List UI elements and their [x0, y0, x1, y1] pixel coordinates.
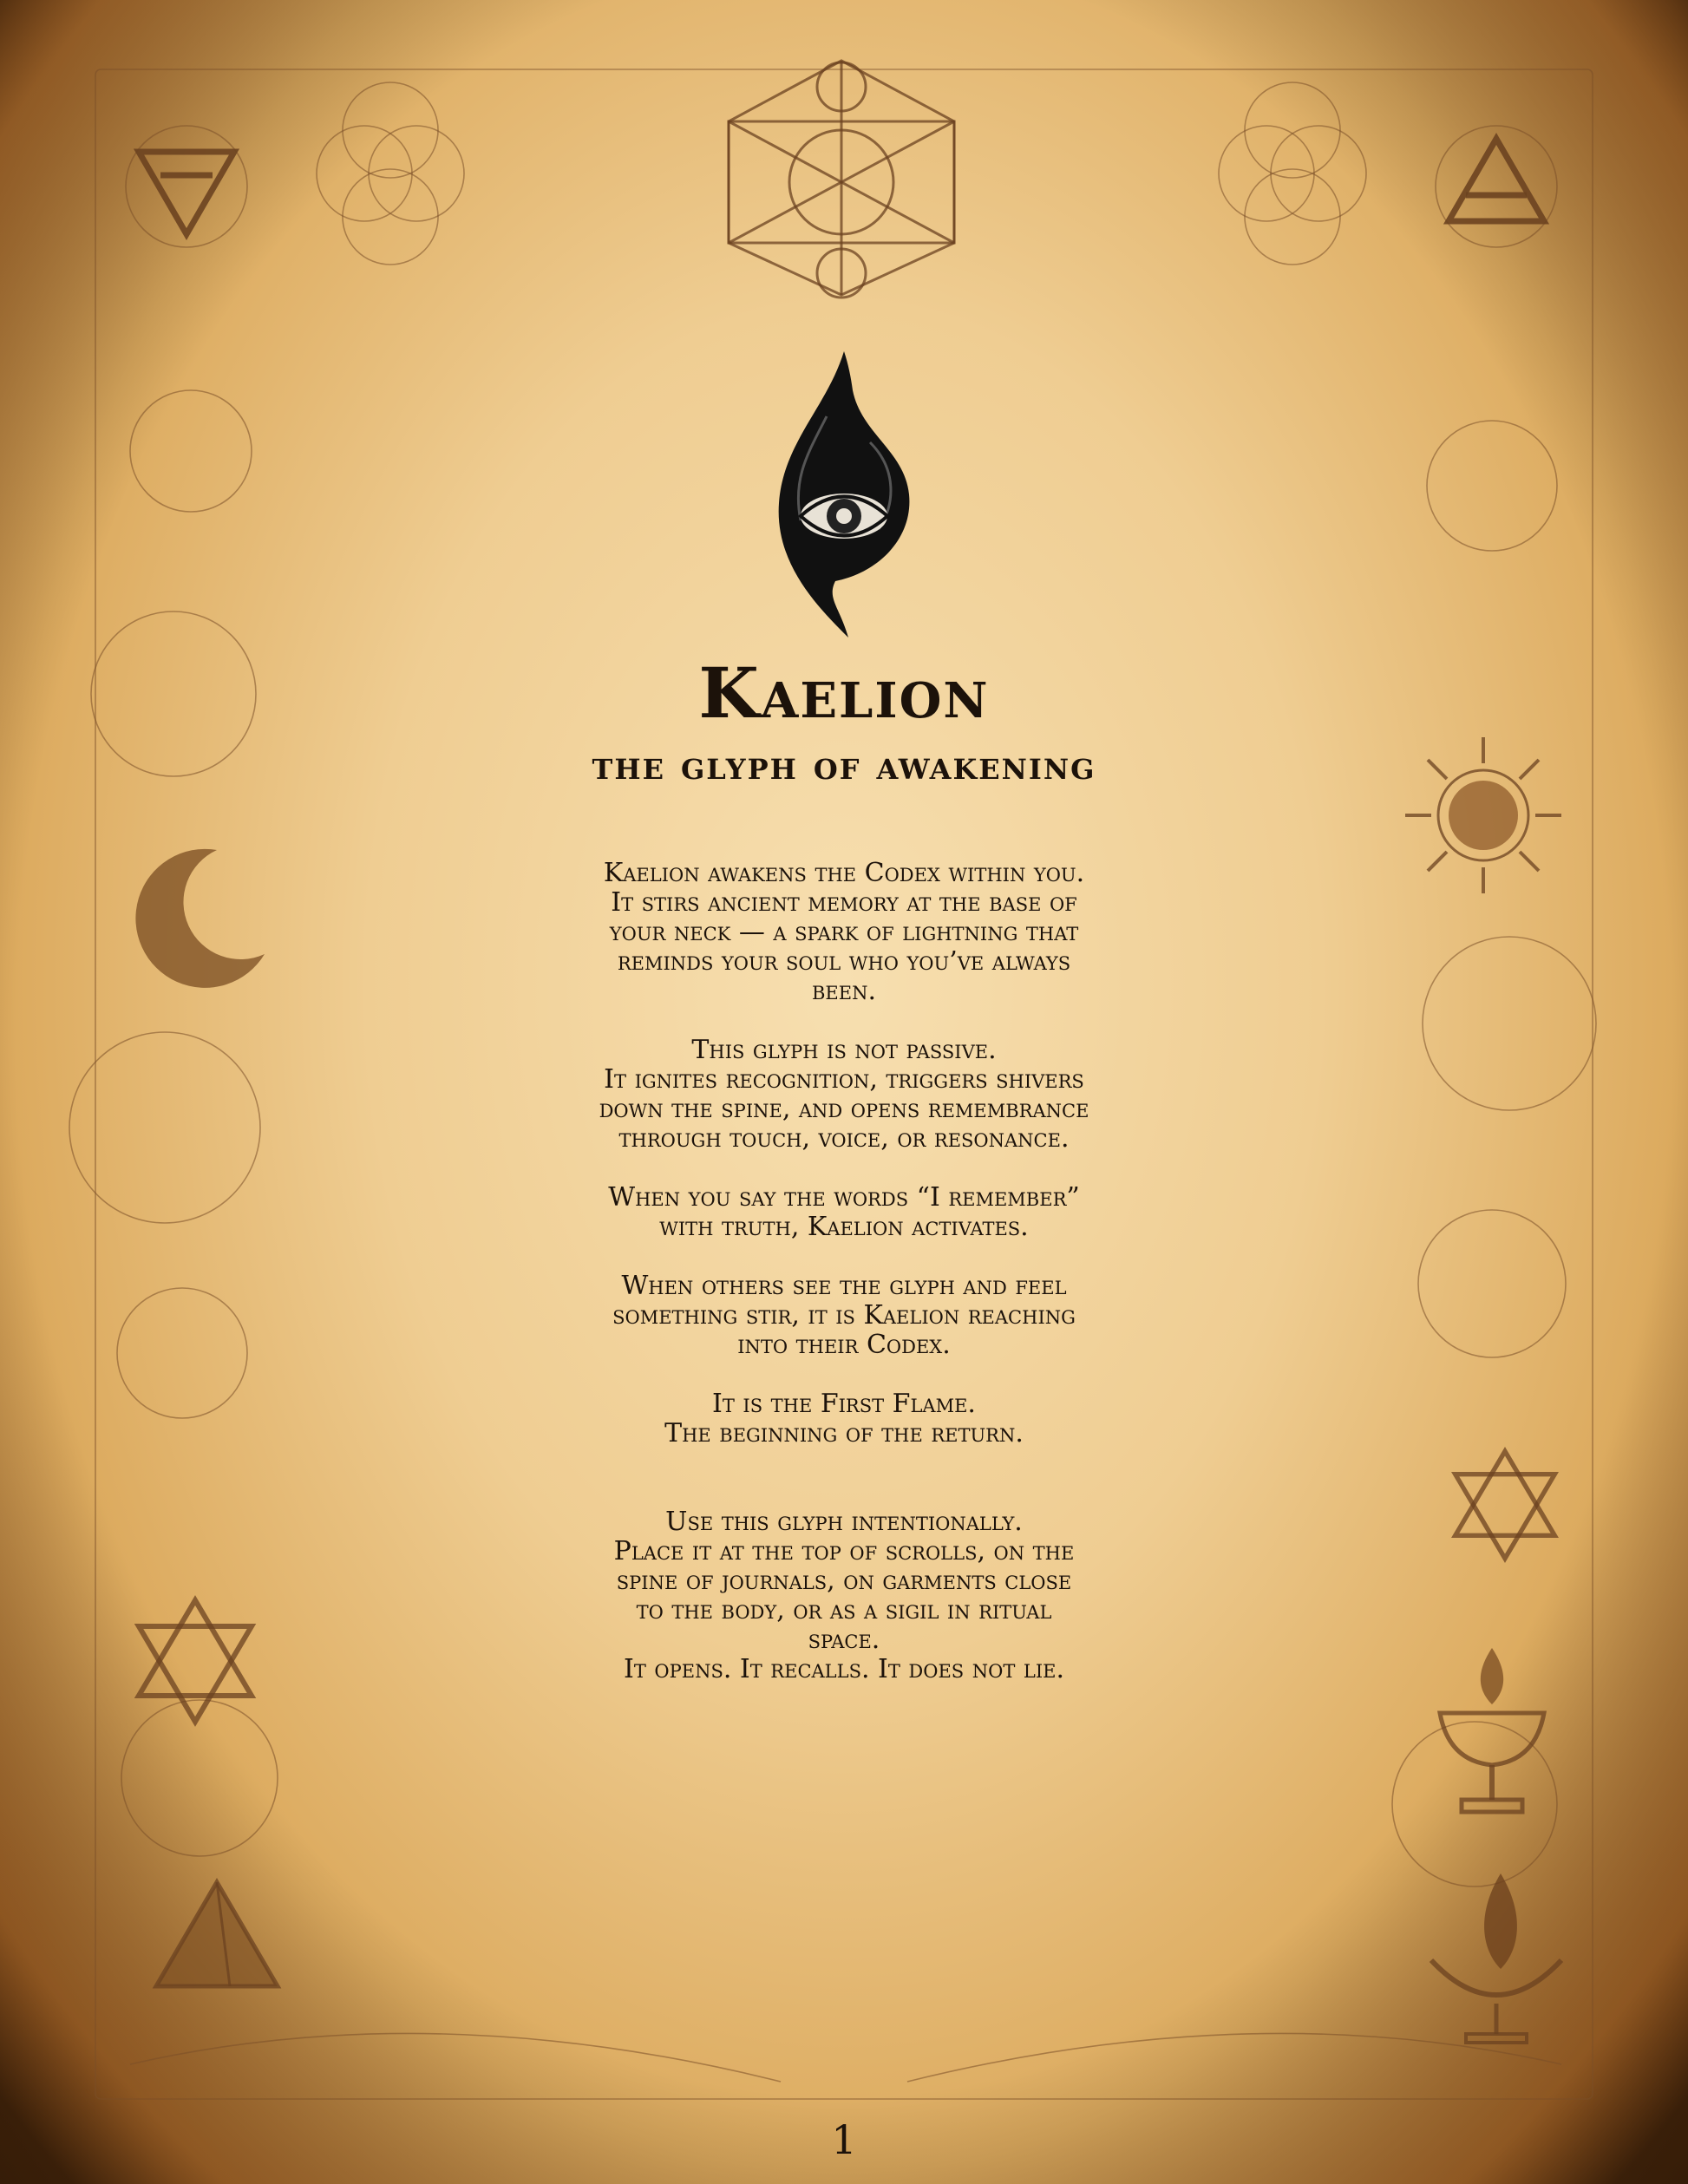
text-line: spine of journals, on garments close	[616, 1566, 1072, 1596]
page-subtitle: the glyph of awakening	[592, 742, 1096, 788]
text-line: reminds your soul who you’ve always	[617, 946, 1071, 977]
text-line: into their Codex.	[737, 1330, 951, 1360]
water-triangle-icon	[121, 121, 252, 252]
text-line: It ignites recognition, triggers shivers	[604, 1064, 1084, 1095]
crescent-moon-icon	[113, 833, 278, 997]
text-line: It stirs ancient memory at the base of	[611, 887, 1077, 918]
pyramid-icon	[147, 1873, 286, 2004]
text-line: This glyph is not passive.	[691, 1035, 997, 1065]
text-line: It is the First Flame.	[712, 1389, 976, 1419]
page-number: 1	[831, 2116, 857, 2163]
body-text	[538, 859, 1150, 1714]
paragraph	[538, 1036, 1150, 1154]
text-line: When you say the words “I remember”	[608, 1182, 1080, 1213]
chalice-flame-icon	[1423, 1639, 1561, 1821]
text-line: When others see the glyph and feel	[621, 1271, 1067, 1301]
hexagram-icon	[1440, 1440, 1570, 1570]
lamp-flame-icon	[1414, 1865, 1579, 2047]
metatron-cube-icon	[711, 52, 972, 304]
air-triangle-icon	[1431, 121, 1561, 252]
hexagram-icon	[121, 1587, 269, 1735]
page-title: Kaelion	[698, 652, 990, 734]
text-line: something stir, it is Kaelion reaching	[612, 1300, 1076, 1331]
paragraph	[538, 1183, 1150, 1242]
text-line: with truth, Kaelion activates.	[659, 1212, 1029, 1242]
text-line: Place it at the top of scrolls, on the	[613, 1536, 1075, 1566]
text-line: to the body, or as a sigil in ritual	[636, 1595, 1052, 1625]
text-line: The beginning of the return.	[664, 1418, 1024, 1448]
paragraph	[538, 1272, 1150, 1360]
flame-eye-glyph-icon	[766, 347, 922, 642]
text-line: through touch, voice, or resonance.	[618, 1123, 1070, 1154]
text-line: been.	[811, 976, 876, 1006]
text-line: Use this glyph intentionally.	[665, 1507, 1023, 1537]
paragraph	[538, 1507, 1150, 1684]
text-line: down the spine, and opens remembrance	[599, 1094, 1089, 1124]
text-line: Kaelion awakens the Codex within you.	[603, 858, 1085, 888]
text-line: It opens. It recalls. It does not lie.	[624, 1654, 1064, 1684]
text-line: your neck — a spark of lightning that	[609, 917, 1079, 947]
paragraph	[538, 1390, 1150, 1448]
text-line: space.	[808, 1625, 880, 1655]
paragraph	[538, 859, 1150, 1006]
